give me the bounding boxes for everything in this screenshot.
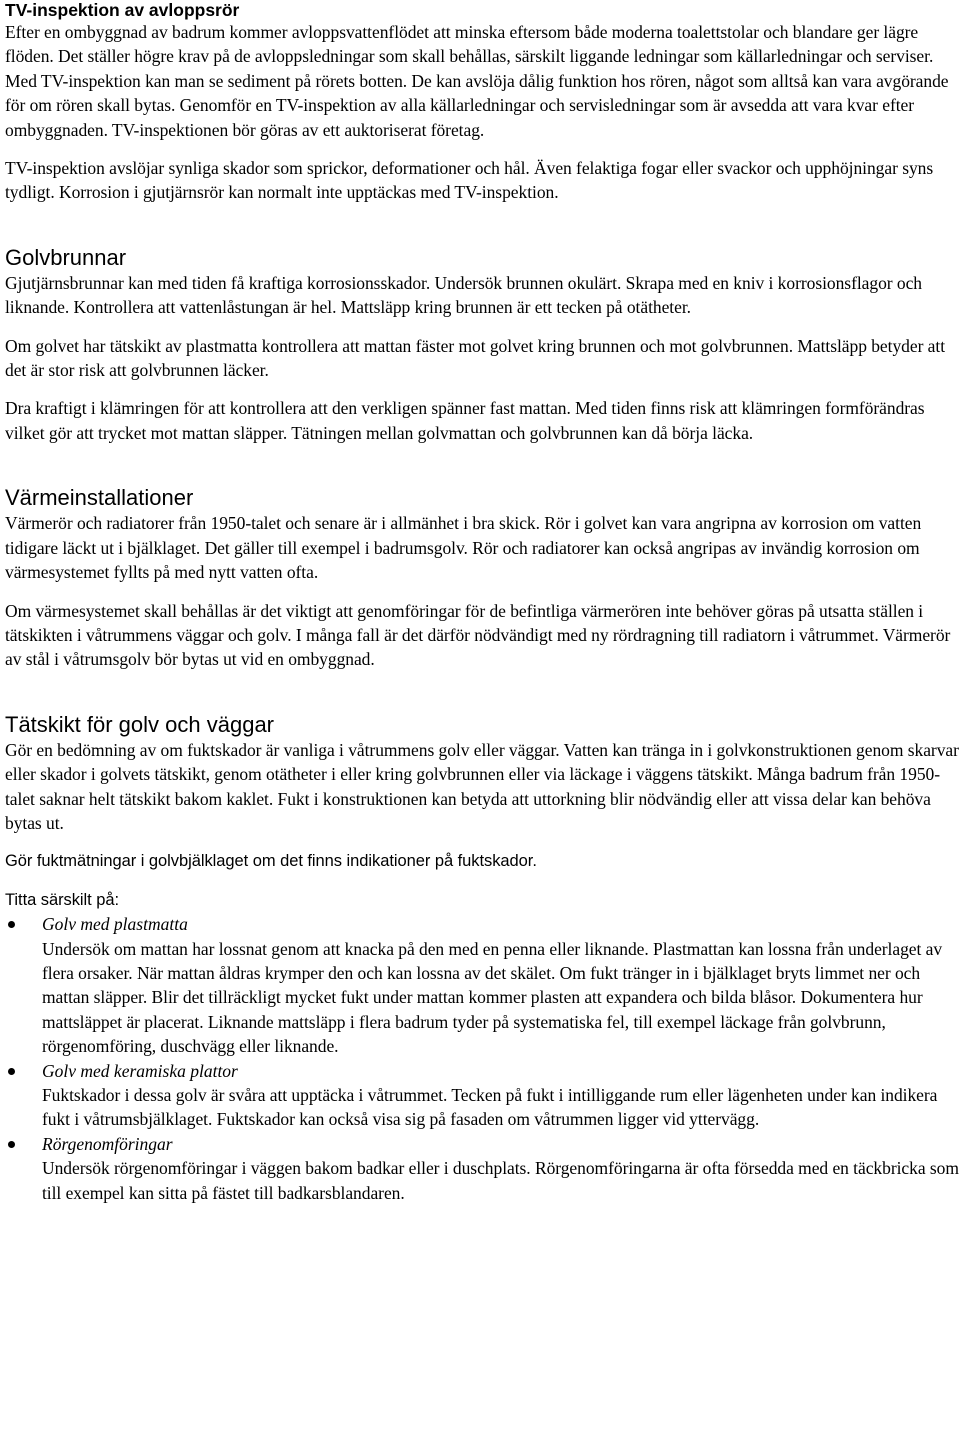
list-item <box>5 1132 960 1205</box>
golvbrunnar-paragraph-1: Gjutjärnsbrunnar kan med tiden få kraftiga korrosionsskador. Undersök brunnen okulärt. Skrapa med en kniv i korrosionsflagor och liknande. Kontrollera att vattenlåstungan är hel. Mattsläpp kring brunnen är ett tecken på otätheter. <box>5 272 922 318</box>
bullet-icon <box>8 1068 15 1075</box>
list-item <box>5 1059 960 1132</box>
tatskikt-paragraph-2: Gör fuktmätningar i golvbjälklaget om det finns indikationer på fuktskador. <box>5 852 537 871</box>
bullet-icon <box>8 921 15 928</box>
list-item-text: Undersök om mattan har lossnat genom att knacka på den med en penna eller liknande. Plastmattan kan lossna från underlaget av flera orsaker. När mattan åldras krymper den och kan lossna av det skälet. Om fukt tränger in i bjälklaget bryts limmet ner och mattan släpper. Blir det tillräckligt mycket fukt under mattan kommer plasten att expandera och bilda blåsor. Dokumentera hur mattsläppet är placerat. Liknande mattsläpp i flera badrum tyder på systematiska fel, till exempel läckage från golvbrunn, rörgenomföring, duschvägg eller liknande. <box>42 938 943 1057</box>
tatskikt-paragraph-1: Gör en bedömning av om fuktskador är vanliga i våtrummens golv eller väggar. Vatten kan tränga in i golvkonstruktionen genom skarvar eller skador i golvets tätskikt, genom otätheter i eller kring golvbrunnen eller via läckage i väggens tätskikt. Många badrum från 1950-talet saknar helt tätskikt bakom kaklet. Fukt i konstruktionen kan betyda att uttorkning blir nödvändig eller att vissa delar kan behöva bytas ut. <box>5 739 959 833</box>
document-page <box>5 0 960 1205</box>
golvbrunnar-paragraph-3: Dra kraftigt i klämringen för att kontrollera att den verkligen spänner fast mattan. Med tiden finns risk att klämringen formförändras vilket gör att trycket mot mattan släpper. Tätningen mellan golvmattan och golvbrunnen kan då börja läcka. <box>5 398 925 443</box>
varme-paragraph-2: Om värmesystemet skall behållas är det viktigt att genomföringar för de befintliga värmerören inte behöver göras på utsatta ställen i tätskikten i våtrummens väggar och golv. I många fall är det därför nödvändigt med ny rördragning till radiatorn i våtrummet. Värmerör av stål i våtrumsgolv bör bytas ut vid en ombyggnad. <box>5 600 951 670</box>
section-title-tatskikt: Tätskikt för golv och väggar <box>5 711 275 737</box>
list-item <box>5 912 960 1058</box>
bullet-icon <box>8 1141 15 1148</box>
list-item-title: Rörgenomföringar <box>42 1133 173 1154</box>
section-title-varmeinstallationer: Värmeinstallationer <box>5 485 194 511</box>
inspection-list <box>5 912 960 1205</box>
tv-paragraph-1: Efter en ombyggnad av badrum kommer avloppsvattenflödet att minska eftersom både moderna toalettstolar och blandare ger lägre flöden. Det ställer högre krav på de avloppsledningar som skall behållas, särskilt liggande ledningar som källarledningar och serviser. Med TV-inspektion kan man se sediment på rörets botten. De kan avslöja dålig funktion hos rören, något som alltså kan vara avgörande för om rören skall bytas. Genomför en TV-inspektion av alla källarledningar och servisledningar som är avsedda att vara kvar efter ombyggnaden. TV-inspektionen bör göras av ett auktoriserat företag. <box>5 22 949 140</box>
list-item-text: Undersök rörgenomföringar i väggen bakom badkar eller i duschplats. Rörgenomföringarna är ofta försedda med en täckbricka som till exempel kan sitta på fästet till badkarsblandaren. <box>42 1158 959 1203</box>
list-item-title: Golv med keramiska plattor <box>42 1060 238 1081</box>
tatskikt-paragraph-3: Titta särskilt på: <box>5 890 120 909</box>
list-item-title: Golv med plastmatta <box>42 914 188 935</box>
tv-paragraph-2: TV-inspektion avslöjar synliga skador som sprickor, deformationer och hål. Även felaktiga fogar eller svackor och upphöjningar syns tydligt. Korrosion i gjutjärnsrör kan normalt inte upptäckas med TV-inspektion. <box>5 158 934 203</box>
section-title-tv-inspektion: TV-inspektion av avloppsrör <box>5 0 240 20</box>
varme-paragraph-1: Värmerör och radiatorer från 1950-talet och senare är i allmänhet i bra skick. Rör i golvet kan vara angripna av korrosion om vatten tidigare läckt ut i bjälklaget. Det gäller till exempel i badrumsgolv. Rör och radiatorer kan också angripas av invändig korrosion om värmesystemet fyllts på med nytt vatten ofta. <box>5 513 922 583</box>
section-title-golvbrunnar: Golvbrunnar <box>5 244 127 270</box>
golvbrunnar-paragraph-2: Om golvet har tätskikt av plastmatta kontrollera att mattan fäster mot golvet kring brunnen och mot golvbrunnen. Mattsläpp betyder att det är stor risk att golvbrunnen läcker. <box>5 335 946 381</box>
list-item-text: Fuktskador i dessa golv är svåra att upptäcka i våtrummet. Tecken på fukt i intilliggande rum eller lägenheten under kan indikera fukt i våtrumsbjälklaget. Fuktskador kan också visa sig på fasaden om våtrummen ligger vid yttervägg. <box>42 1085 938 1130</box>
